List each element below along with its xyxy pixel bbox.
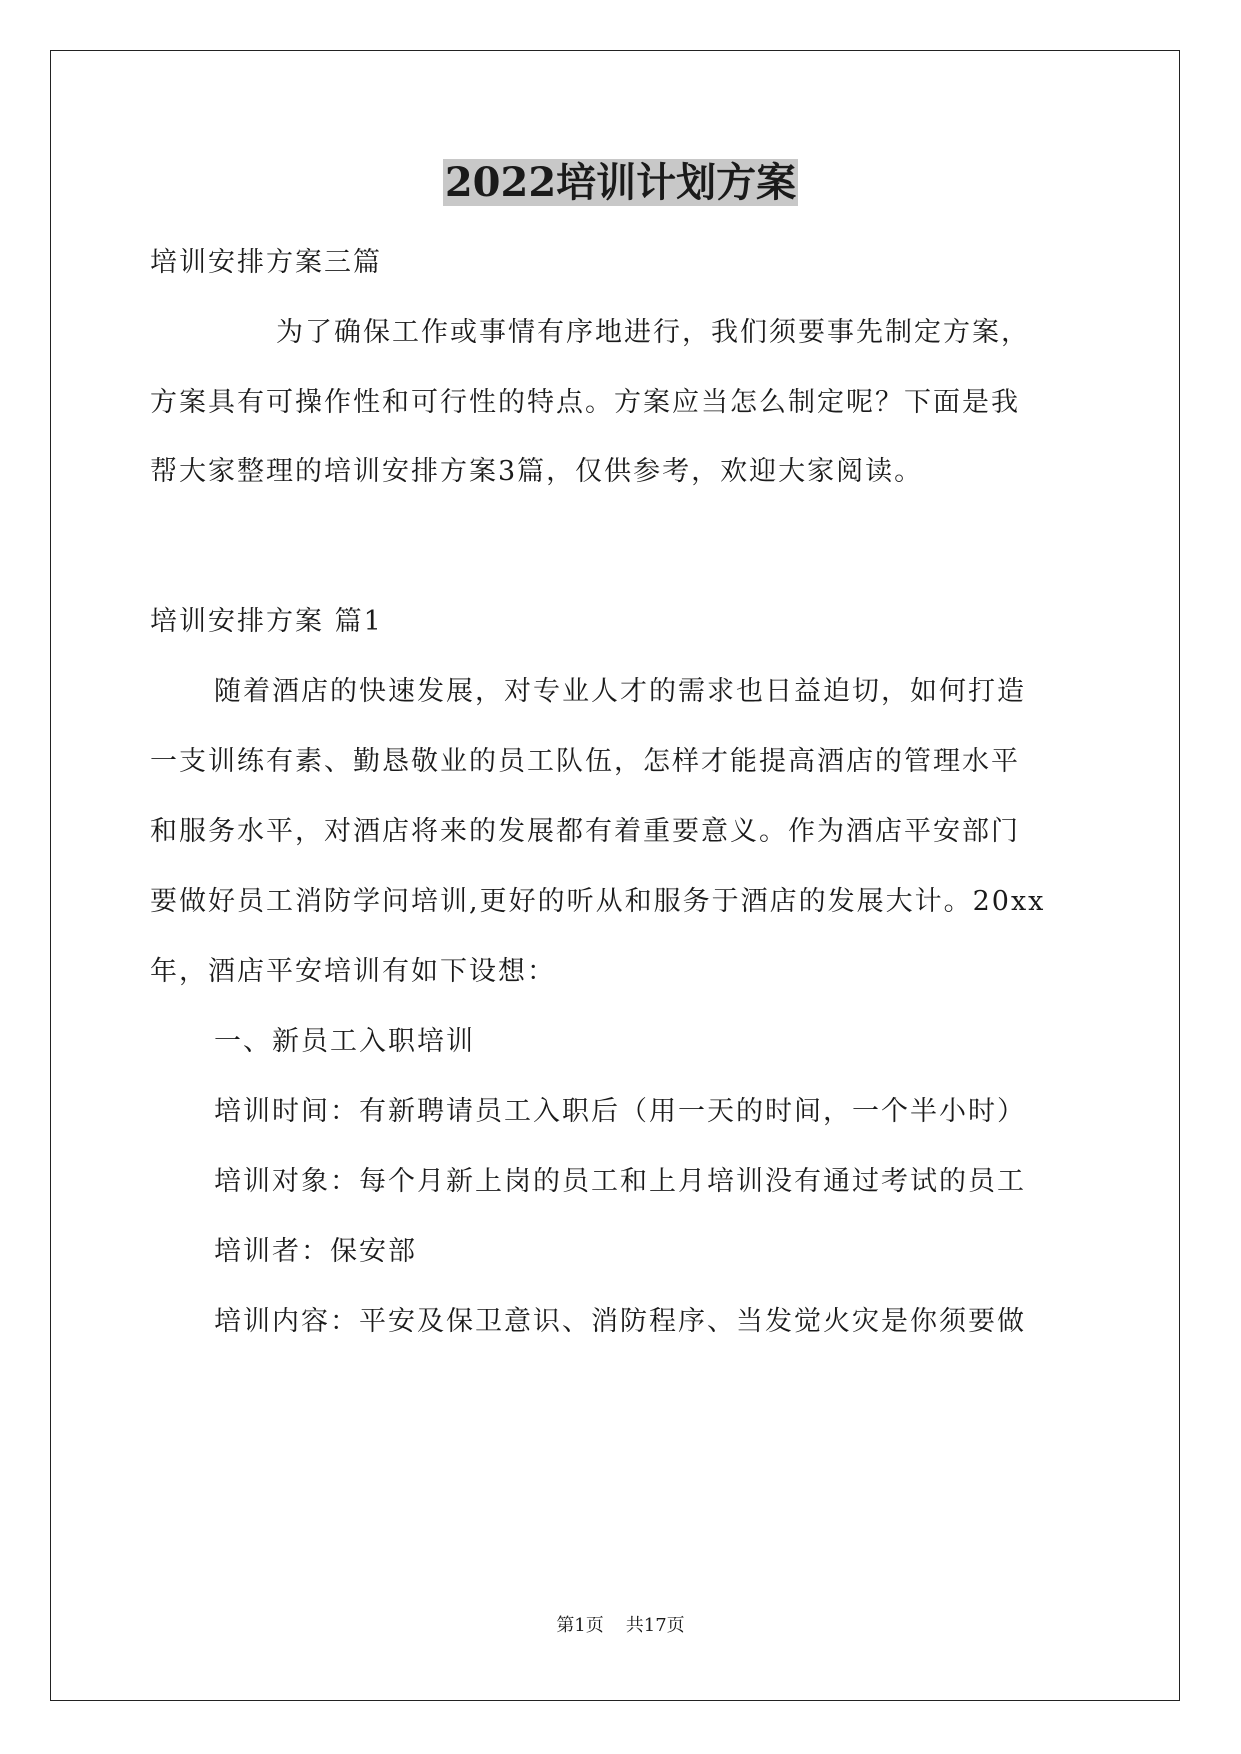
body-line-4: 要做好员工消防学问培训,更好的听从和服务于酒店的发展大计。20xx [150,886,1046,917]
title-text: 2022培训计划方案 [444,159,797,206]
body-line-5: 年，酒店平安培训有如下设想： [150,956,556,987]
intro-line-3: 帮大家整理的培训安排方案3篇，仅供参考，欢迎大家阅读。 [150,456,924,487]
body-line-3: 和服务水平，对酒店将来的发展都有着重要意义。作为酒店平安部门 [150,816,1020,847]
page-footer [0,1614,1241,1638]
page-number: 第1页 [556,1615,604,1636]
page-total: 共17页 [625,1615,685,1636]
item-training-time: 培训时间：有新聘请员工入职后（用一天的时间，一个半小时） [214,1096,1026,1127]
item-training-content: 培训内容：平安及保卫意识、消防程序、当发觉火灾是你须要做 [214,1306,1026,1337]
body-line-1: 随着酒店的快速发展，对专业人才的需求也日益迫切，如何打造 [214,676,1026,707]
item-trainer: 培训者：保安部 [214,1236,417,1267]
body-line-2: 一支训练有素、勤恳敬业的员工队伍，怎样才能提高酒店的管理水平 [150,746,1020,777]
section-heading: 培训安排方案 篇1 [150,606,383,637]
item-new-staff-training: 一、新员工入职培训 [214,1026,475,1057]
intro-line-2: 方案具有可操作性和可行性的特点。方案应当怎么制定呢？下面是我 [150,387,1020,418]
intro-line-1: 为了确保工作或事情有序地进行，我们须要事先制定方案， [276,317,1030,348]
document-title [0,155,1241,211]
page-border [50,50,1180,1701]
item-training-target: 培训对象：每个月新上岗的员工和上月培训没有通过考试的员工 [214,1166,1026,1197]
subtitle: 培训安排方案三篇 [150,247,382,278]
